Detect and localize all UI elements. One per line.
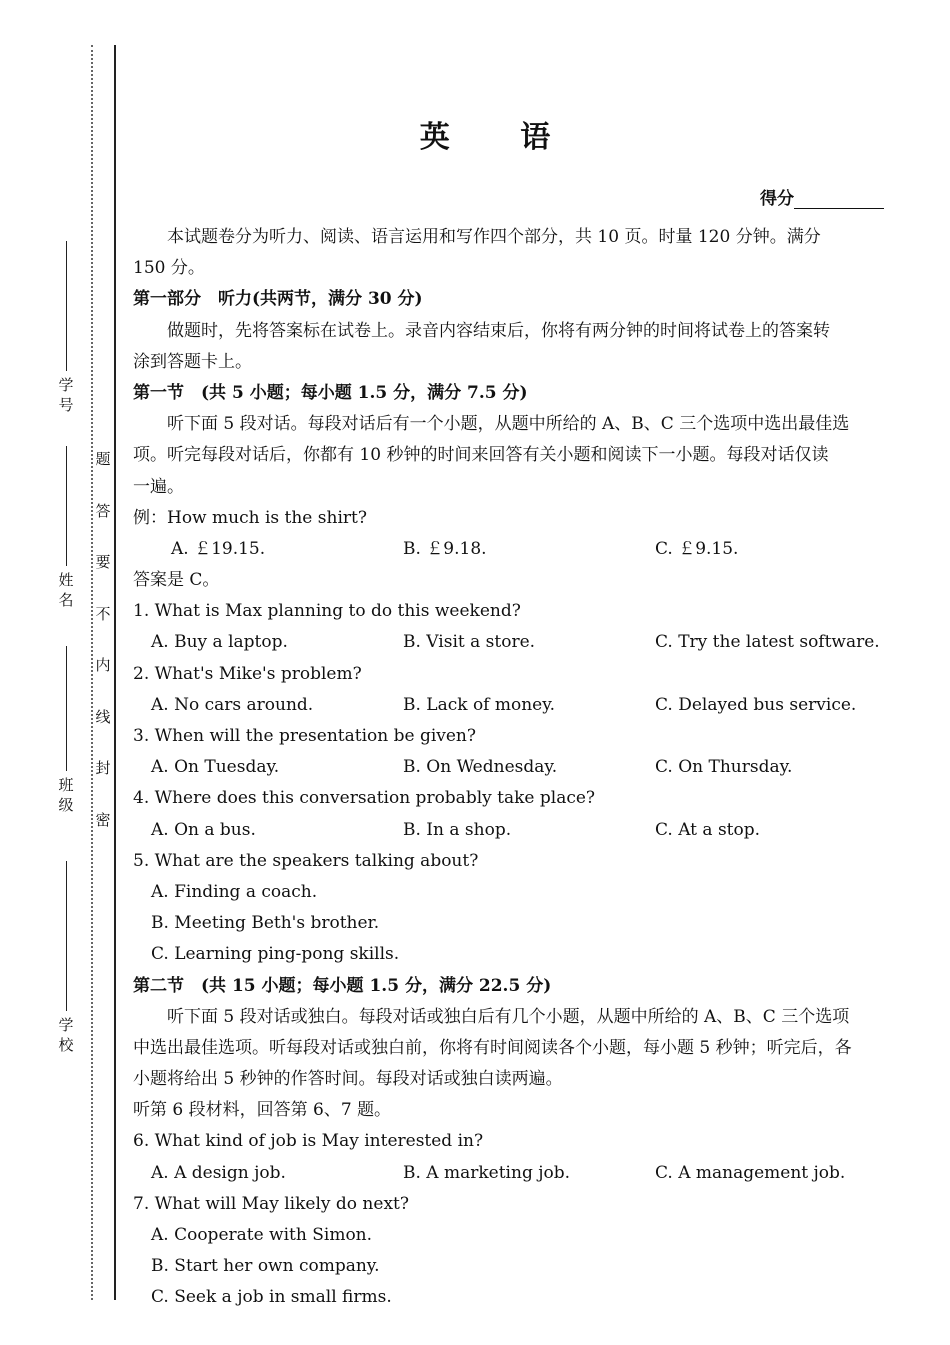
seal-char: 答 — [95, 501, 111, 520]
question-text: 7. What will May likely do next? — [133, 1193, 409, 1214]
score-field[interactable] — [760, 184, 884, 209]
example-option-c: C. ￡9.15. — [655, 538, 739, 559]
question-text: 6. What kind of job is May interested in? — [133, 1131, 484, 1152]
option-a[interactable]: A. No cars around. — [151, 694, 314, 715]
seal-char: 密 — [95, 810, 111, 829]
class-label: 班 级 — [56, 777, 75, 812]
part1-heading: 第一部分 听力(共两节，满分 30 分) — [133, 289, 423, 310]
option-a[interactable]: A. A design job. — [151, 1162, 286, 1183]
section1-heading: 第一节 (共 5 小题；每小题 1.5 分，满分 7.5 分) — [133, 382, 528, 403]
option-b[interactable]: B. A marketing job. — [403, 1162, 571, 1183]
question-options — [133, 815, 893, 846]
name-field[interactable] — [56, 440, 76, 607]
option-a[interactable]: A. On Tuesday. — [151, 757, 280, 778]
seal-char: 要 — [95, 553, 111, 571]
option-a[interactable]: A. On a bus. — [151, 819, 256, 840]
question-options — [133, 690, 893, 721]
score-blank[interactable] — [794, 190, 884, 209]
section1-instruction: 一遍。 — [133, 476, 184, 497]
example-question: 例：How much is the shirt? — [133, 507, 367, 528]
option-b[interactable]: B. Start her own company. — [151, 1256, 380, 1277]
example-option-b: B. ￡9.18. — [403, 538, 487, 559]
seal-char: 封 — [95, 759, 111, 777]
option-c[interactable]: C. Try the latest software. — [655, 632, 880, 653]
name-label: 姓 名 — [56, 572, 75, 607]
intro-line: 150 分。 — [133, 258, 205, 279]
section1-instruction: 项。听完每段对话后，你都有 10 秒钟的时间来回答有关小题和阅读下一小题。每段对话仅读 — [133, 445, 829, 466]
question-text: 4. Where does this conversation probably take place? — [133, 788, 596, 809]
part1-instruction: 做题时，先将答案标在试卷上。录音内容结束后，你将有两分钟的时间将试卷上的答案转 — [167, 320, 830, 341]
question-options — [133, 627, 893, 658]
school-blank[interactable] — [66, 861, 67, 1011]
material-note: 听第 6 段材料，回答第 6、7 题。 — [133, 1100, 392, 1121]
school-label: 学 校 — [56, 1017, 75, 1052]
option-a[interactable]: A. Finding a coach. — [151, 881, 318, 902]
dotted-cut-line — [91, 45, 93, 1300]
student-id-blank[interactable] — [66, 241, 67, 371]
option-c[interactable]: C. Seek a job in small firms. — [151, 1287, 392, 1308]
option-b[interactable]: B. Meeting Beth's brother. — [151, 913, 380, 934]
example-options — [133, 534, 893, 565]
question-options — [133, 752, 893, 783]
seal-char: 内 — [95, 656, 111, 674]
name-blank[interactable] — [66, 446, 67, 566]
binding-line — [114, 45, 116, 1300]
option-b[interactable]: B. On Wednesday. — [403, 757, 558, 778]
option-c[interactable]: C. Learning ping-pong skills. — [151, 944, 400, 965]
option-c[interactable]: C. Delayed bus service. — [655, 694, 857, 715]
option-b[interactable]: B. Lack of money. — [403, 694, 555, 715]
student-id-field[interactable] — [56, 235, 76, 412]
exam-content — [133, 222, 893, 1314]
seal-char: 不 — [95, 604, 111, 623]
page-title: 英 语 — [419, 120, 581, 155]
score-label: 得分 — [760, 189, 794, 209]
section2-heading: 第二节 (共 15 小题；每小题 1.5 分，满分 22.5 分) — [133, 975, 552, 996]
student-id-label: 学 号 — [56, 377, 75, 412]
option-a[interactable]: A. Cooperate with Simon. — [151, 1225, 373, 1245]
part1-instruction: 涂到答题卡上。 — [133, 351, 252, 372]
section2-instruction: 小题将给出 5 秒钟的作答时间。每段对话或独白读两遍。 — [133, 1069, 563, 1090]
seal-warning — [95, 450, 111, 862]
section2-instruction: 听下面 5 段对话或独白。每段对话或独白后有几个小题，从题中所给的 A、B、C 三个选项 — [167, 1006, 850, 1027]
question-text: 2. What's Mike's problem? — [133, 663, 362, 684]
question-options — [133, 1158, 893, 1189]
question-text: 3. When will the presentation be given? — [133, 726, 476, 746]
class-field[interactable] — [56, 640, 76, 812]
section2-instruction: 中选出最佳选项。听每段对话或独白前，你将有时间阅读各个小题，每小题 5 秒钟；听完后，各 — [133, 1037, 852, 1058]
seal-char: 题 — [95, 450, 111, 468]
option-c[interactable]: C. On Thursday. — [655, 757, 793, 778]
option-c[interactable]: C. A management job. — [655, 1162, 846, 1183]
section1-instruction: 听下面 5 段对话。每段对话后有一个小题，从题中所给的 A、B、C 三个选项中选出最佳选 — [167, 414, 850, 435]
class-blank[interactable] — [66, 646, 67, 771]
question-text: 5. What are the speakers talking about? — [133, 850, 479, 871]
example-answer: 答案是 C。 — [133, 570, 220, 591]
option-a[interactable]: A. Buy a laptop. — [151, 632, 288, 653]
option-b[interactable]: B. Visit a store. — [403, 632, 536, 653]
option-b[interactable]: B. In a shop. — [403, 819, 512, 840]
example-option-a: A. ￡19.15. — [171, 538, 266, 559]
question-text: 1. What is Max planning to do this weekend? — [133, 601, 521, 622]
option-c[interactable]: C. At a stop. — [655, 819, 761, 840]
seal-char: 线 — [95, 707, 111, 726]
intro-line: 本试题卷分为听力、阅读、语言运用和写作四个部分，共 10 页。时量 120 分钟。满分 — [167, 227, 821, 247]
school-field[interactable] — [56, 855, 76, 1052]
